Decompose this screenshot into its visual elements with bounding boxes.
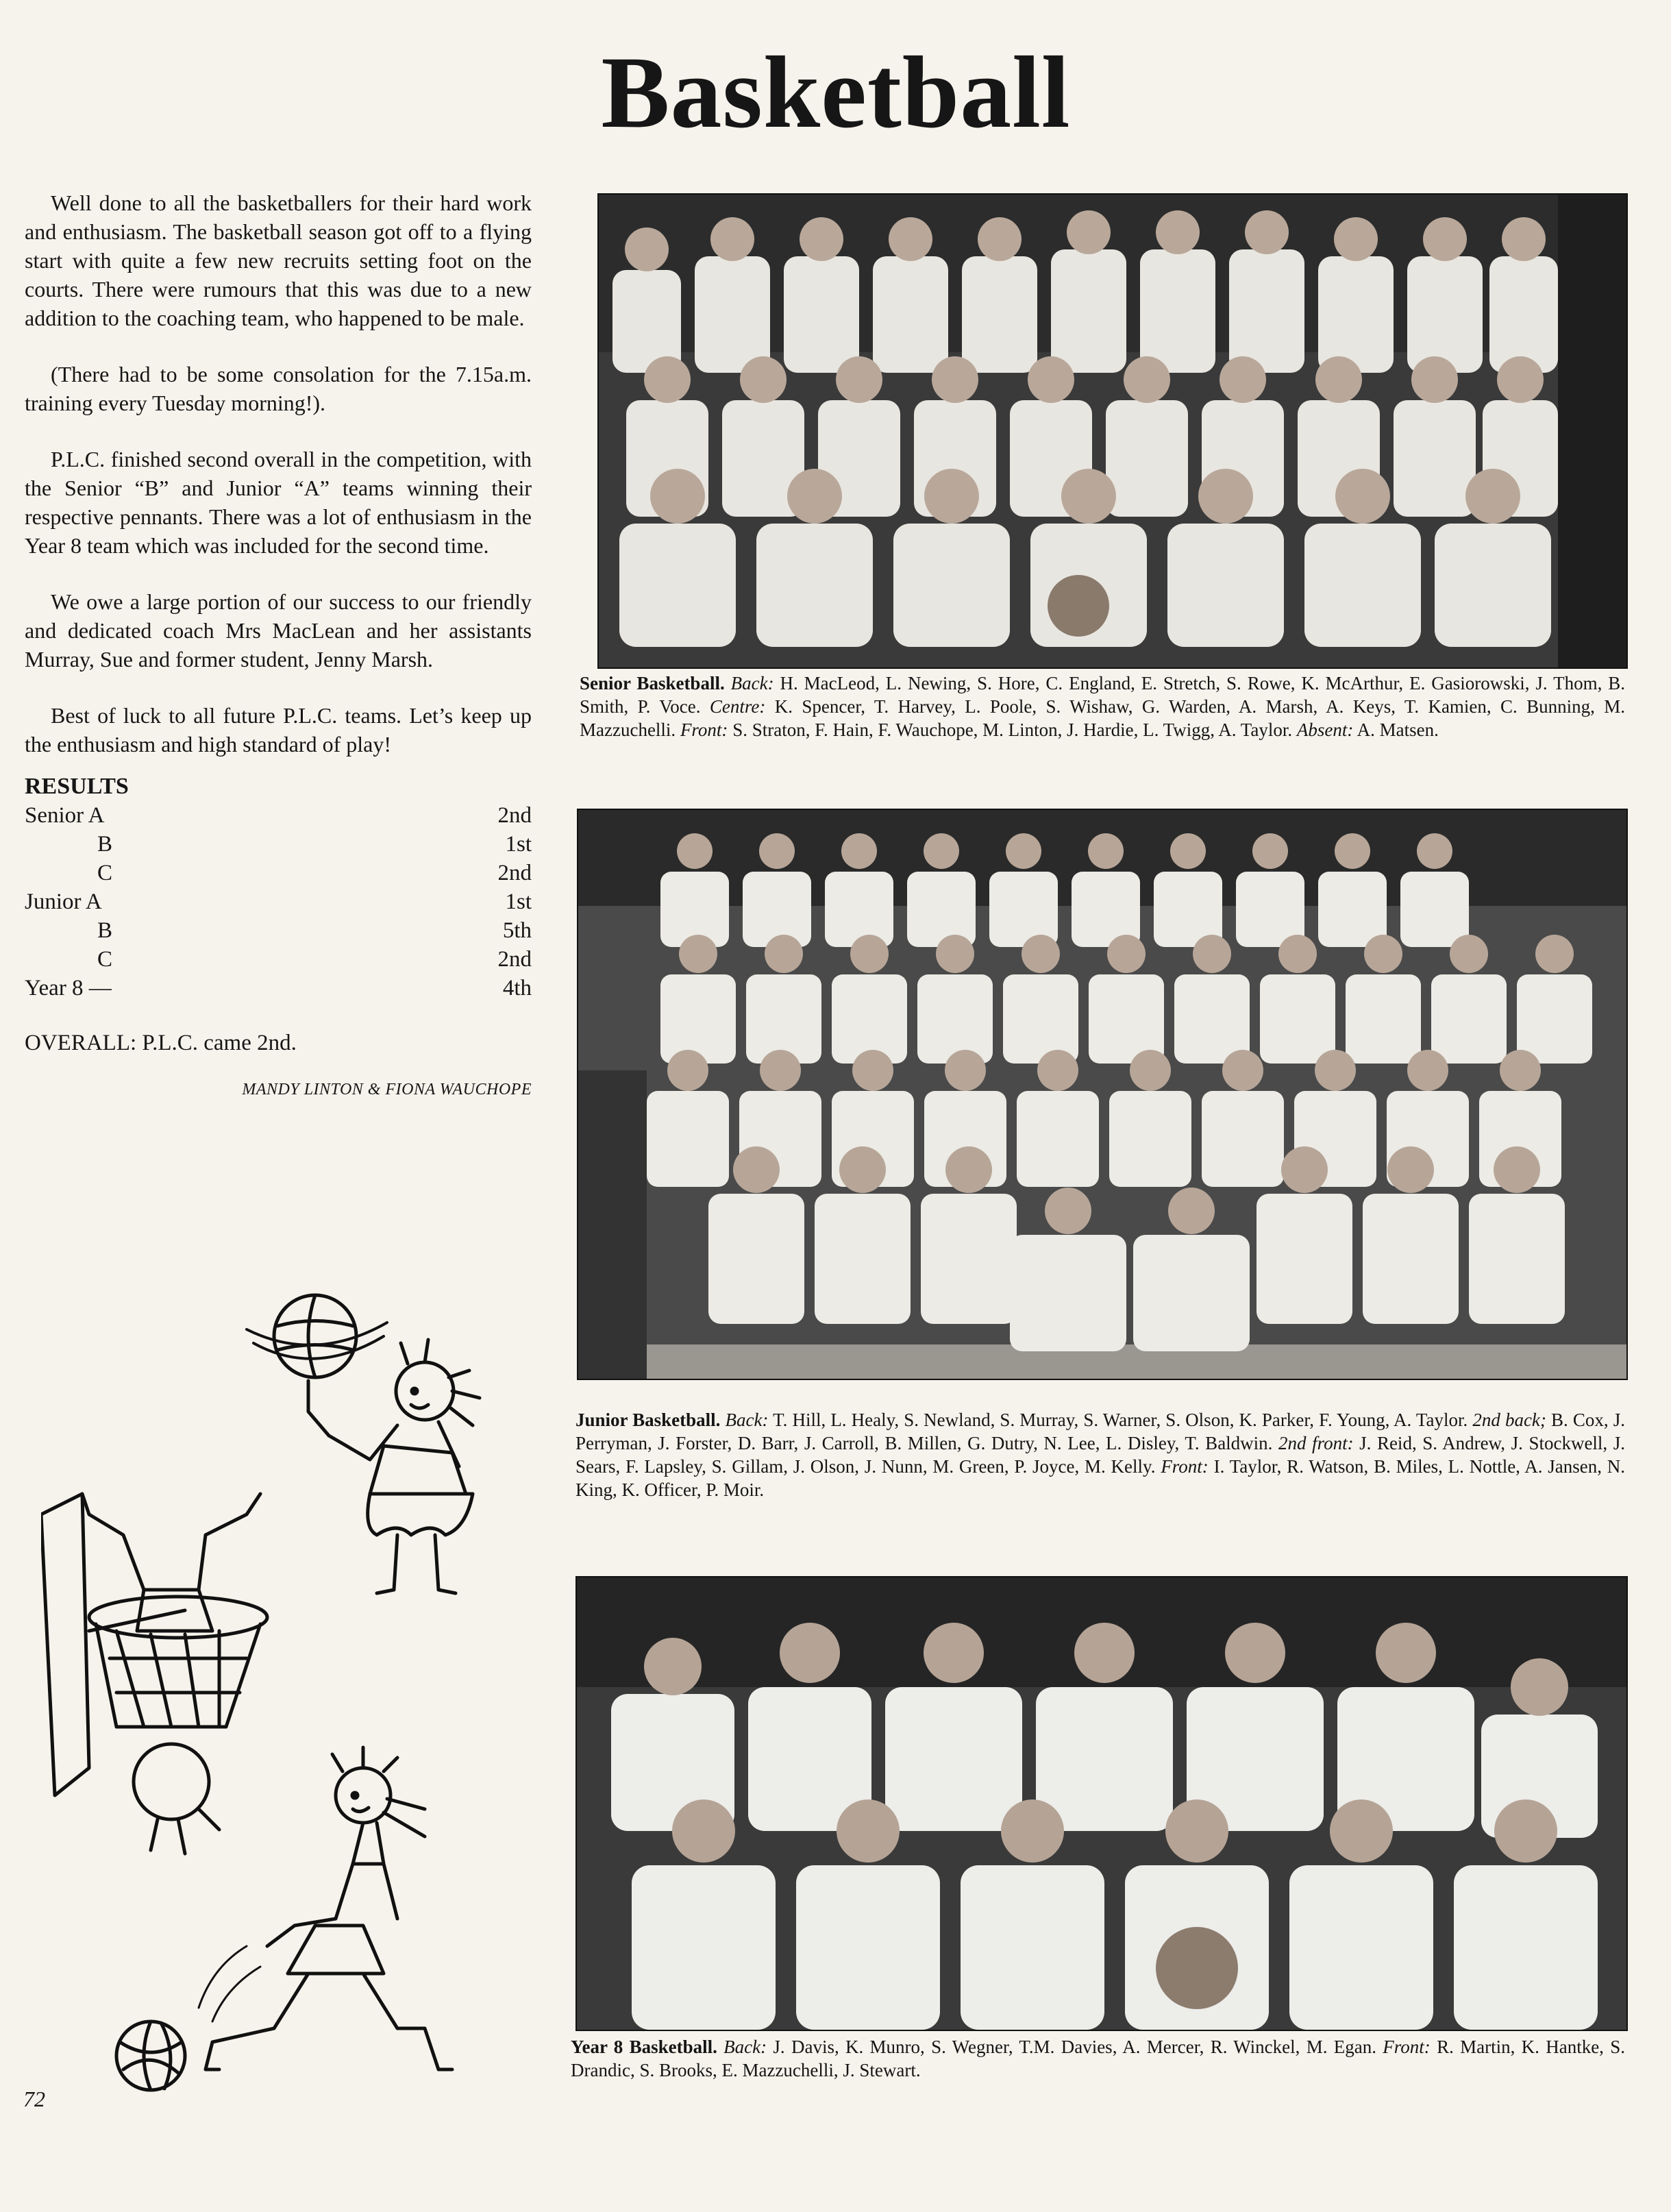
caption-row-label: Back: xyxy=(725,1410,769,1430)
caption-row-label: Absent: xyxy=(1296,720,1354,740)
results-row xyxy=(25,859,532,887)
overall-result: OVERALL: P.L.C. came 2nd. xyxy=(25,1031,297,1055)
basketball-doodles xyxy=(41,1288,521,2111)
caption-names: I. Taylor, R. Watson, B. Miles, L. Nottle, A. Jansen, N. King, K. Officer, P. Moir. xyxy=(575,1456,1626,1500)
results-label: Junior A xyxy=(25,889,102,914)
caption-names: J. Davis, K. Munro, S. Wegner, T.M. Davies, A. Mercer, R. Winckel, M. Egan. xyxy=(773,2037,1376,2057)
girl-spinning-ball-illustration xyxy=(247,1295,480,1593)
results-row xyxy=(25,830,532,859)
hoop-illustration xyxy=(41,1494,267,1854)
results-value: 1st xyxy=(505,889,532,914)
article-paragraph: (There had to be some consolation for the 7.15a.m. training every Tuesday morning!). xyxy=(25,362,532,415)
year8-team-caption xyxy=(571,2035,1625,2082)
junior-team-photo xyxy=(577,809,1628,1380)
caption-team: Senior Basketball. xyxy=(580,673,725,693)
results-value: 2nd xyxy=(497,861,532,885)
caption-names: T. Hill, L. Healy, S. Newland, S. Murray, S. Warner, S. Olson, K. Parker, F. Young, A. Taylor. xyxy=(773,1410,1468,1430)
results-value: 1st xyxy=(505,832,532,857)
article-column xyxy=(25,188,532,1099)
caption-names: K. Spencer, T. Harvey, L. Poole, S. Wishaw, G. Warden, A. Marsh, A. Keys, T. Kamien, C. Bunning, M. Mazzuchelli. xyxy=(580,696,1626,740)
year8-team-photo xyxy=(575,1576,1628,2031)
article-paragraph: Best of luck to all future P.L.C. teams. Let’s keep up the enthusiasm and high standard of play! xyxy=(25,703,532,757)
caption-row-label: 2nd front: xyxy=(1278,1433,1354,1453)
results-table xyxy=(25,801,532,1003)
caption-team: Junior Basketball. xyxy=(575,1410,721,1430)
girl-dribbling-illustration xyxy=(116,1747,452,2090)
results-row xyxy=(25,974,532,1003)
caption-names: S. Straton, F. Hain, F. Wauchope, M. Linton, J. Hardie, L. Twigg, A. Taylor. xyxy=(732,720,1293,740)
caption-names: J. Reid, S. Andrew, J. Stockwell, J. Sears, F. Lapsley, S. Gillam, J. Olson, J. Nunn, M. Green, P. Joyce, M. Kelly. xyxy=(575,1433,1625,1477)
article-authors: MANDY LINTON & FIONA WAUCHOPE xyxy=(242,1081,532,1098)
senior-team-caption xyxy=(580,672,1625,741)
caption-names: R. Martin, K. Hantke, S. Drandic, S. Brooks, E. Mazzuchelli, J. Stewart. xyxy=(571,2037,1625,2080)
junior-team-caption xyxy=(575,1408,1625,1501)
results-value: 4th xyxy=(502,976,532,1000)
results-row xyxy=(25,801,532,830)
results-label: Senior A xyxy=(25,803,105,828)
caption-row-label: Front: xyxy=(680,720,728,740)
article-paragraph: Well done to all the basketballers for their hard work and enthusiasm. The basketball season got off to a flying start with quite a few new recruits setting foot on the courts. There were rumours that this was due to a new addition to the coaching team, who happened to be male. xyxy=(25,191,532,330)
caption-row-label: Back: xyxy=(723,2037,767,2057)
results-heading: RESULTS xyxy=(25,774,129,799)
results-value: 5th xyxy=(502,918,532,943)
results-label: C xyxy=(97,861,113,885)
article-paragraph: We owe a large portion of our success to our friendly and dedicated coach Mrs MacLean and her assistants Murray, Sue and former student, Jenny Marsh. xyxy=(25,589,532,672)
article-paragraph: P.L.C. finished second overall in the competition, with the Senior “B” and Junior “A” teams winning their respective pennants. There was a lot of enthusiasm in the Year 8 team which was included for the second time. xyxy=(25,447,532,558)
results-value: 2nd xyxy=(497,803,532,828)
results-label: C xyxy=(97,947,113,972)
caption-names: A. Matsen. xyxy=(1357,720,1439,740)
results-label: B xyxy=(97,832,113,857)
senior-team-photo xyxy=(597,193,1628,669)
caption-row-label: 2nd back; xyxy=(1472,1410,1546,1430)
results-row xyxy=(25,887,532,916)
caption-row-label: Centre: xyxy=(709,696,766,717)
results-row xyxy=(25,945,532,974)
page-title: Basketball xyxy=(601,36,1071,149)
caption-team: Year 8 Basketball. xyxy=(571,2037,717,2057)
results-value: 2nd xyxy=(497,947,532,972)
caption-row-label: Back: xyxy=(730,673,774,693)
caption-names: B. Cox, J. Perryman, J. Forster, D. Barr, J. Carroll, B. Millen, G. Dutry, N. Lee, L. Disley, T. Baldwin. xyxy=(575,1410,1626,1453)
caption-row-label: Front: xyxy=(1161,1456,1209,1477)
results-row xyxy=(25,916,532,945)
results-label: Year 8 — xyxy=(25,976,112,1000)
results-label: B xyxy=(97,918,113,943)
page-number: 72 xyxy=(23,2087,45,2111)
caption-row-label: Front: xyxy=(1383,2037,1431,2057)
caption-names: H. MacLeod, L. Newing, S. Hore, C. England, E. Stretch, S. Rowe, K. McArthur, E. Gasiorowski, J. Thom, B. Smith, P. Voce. xyxy=(580,673,1626,717)
